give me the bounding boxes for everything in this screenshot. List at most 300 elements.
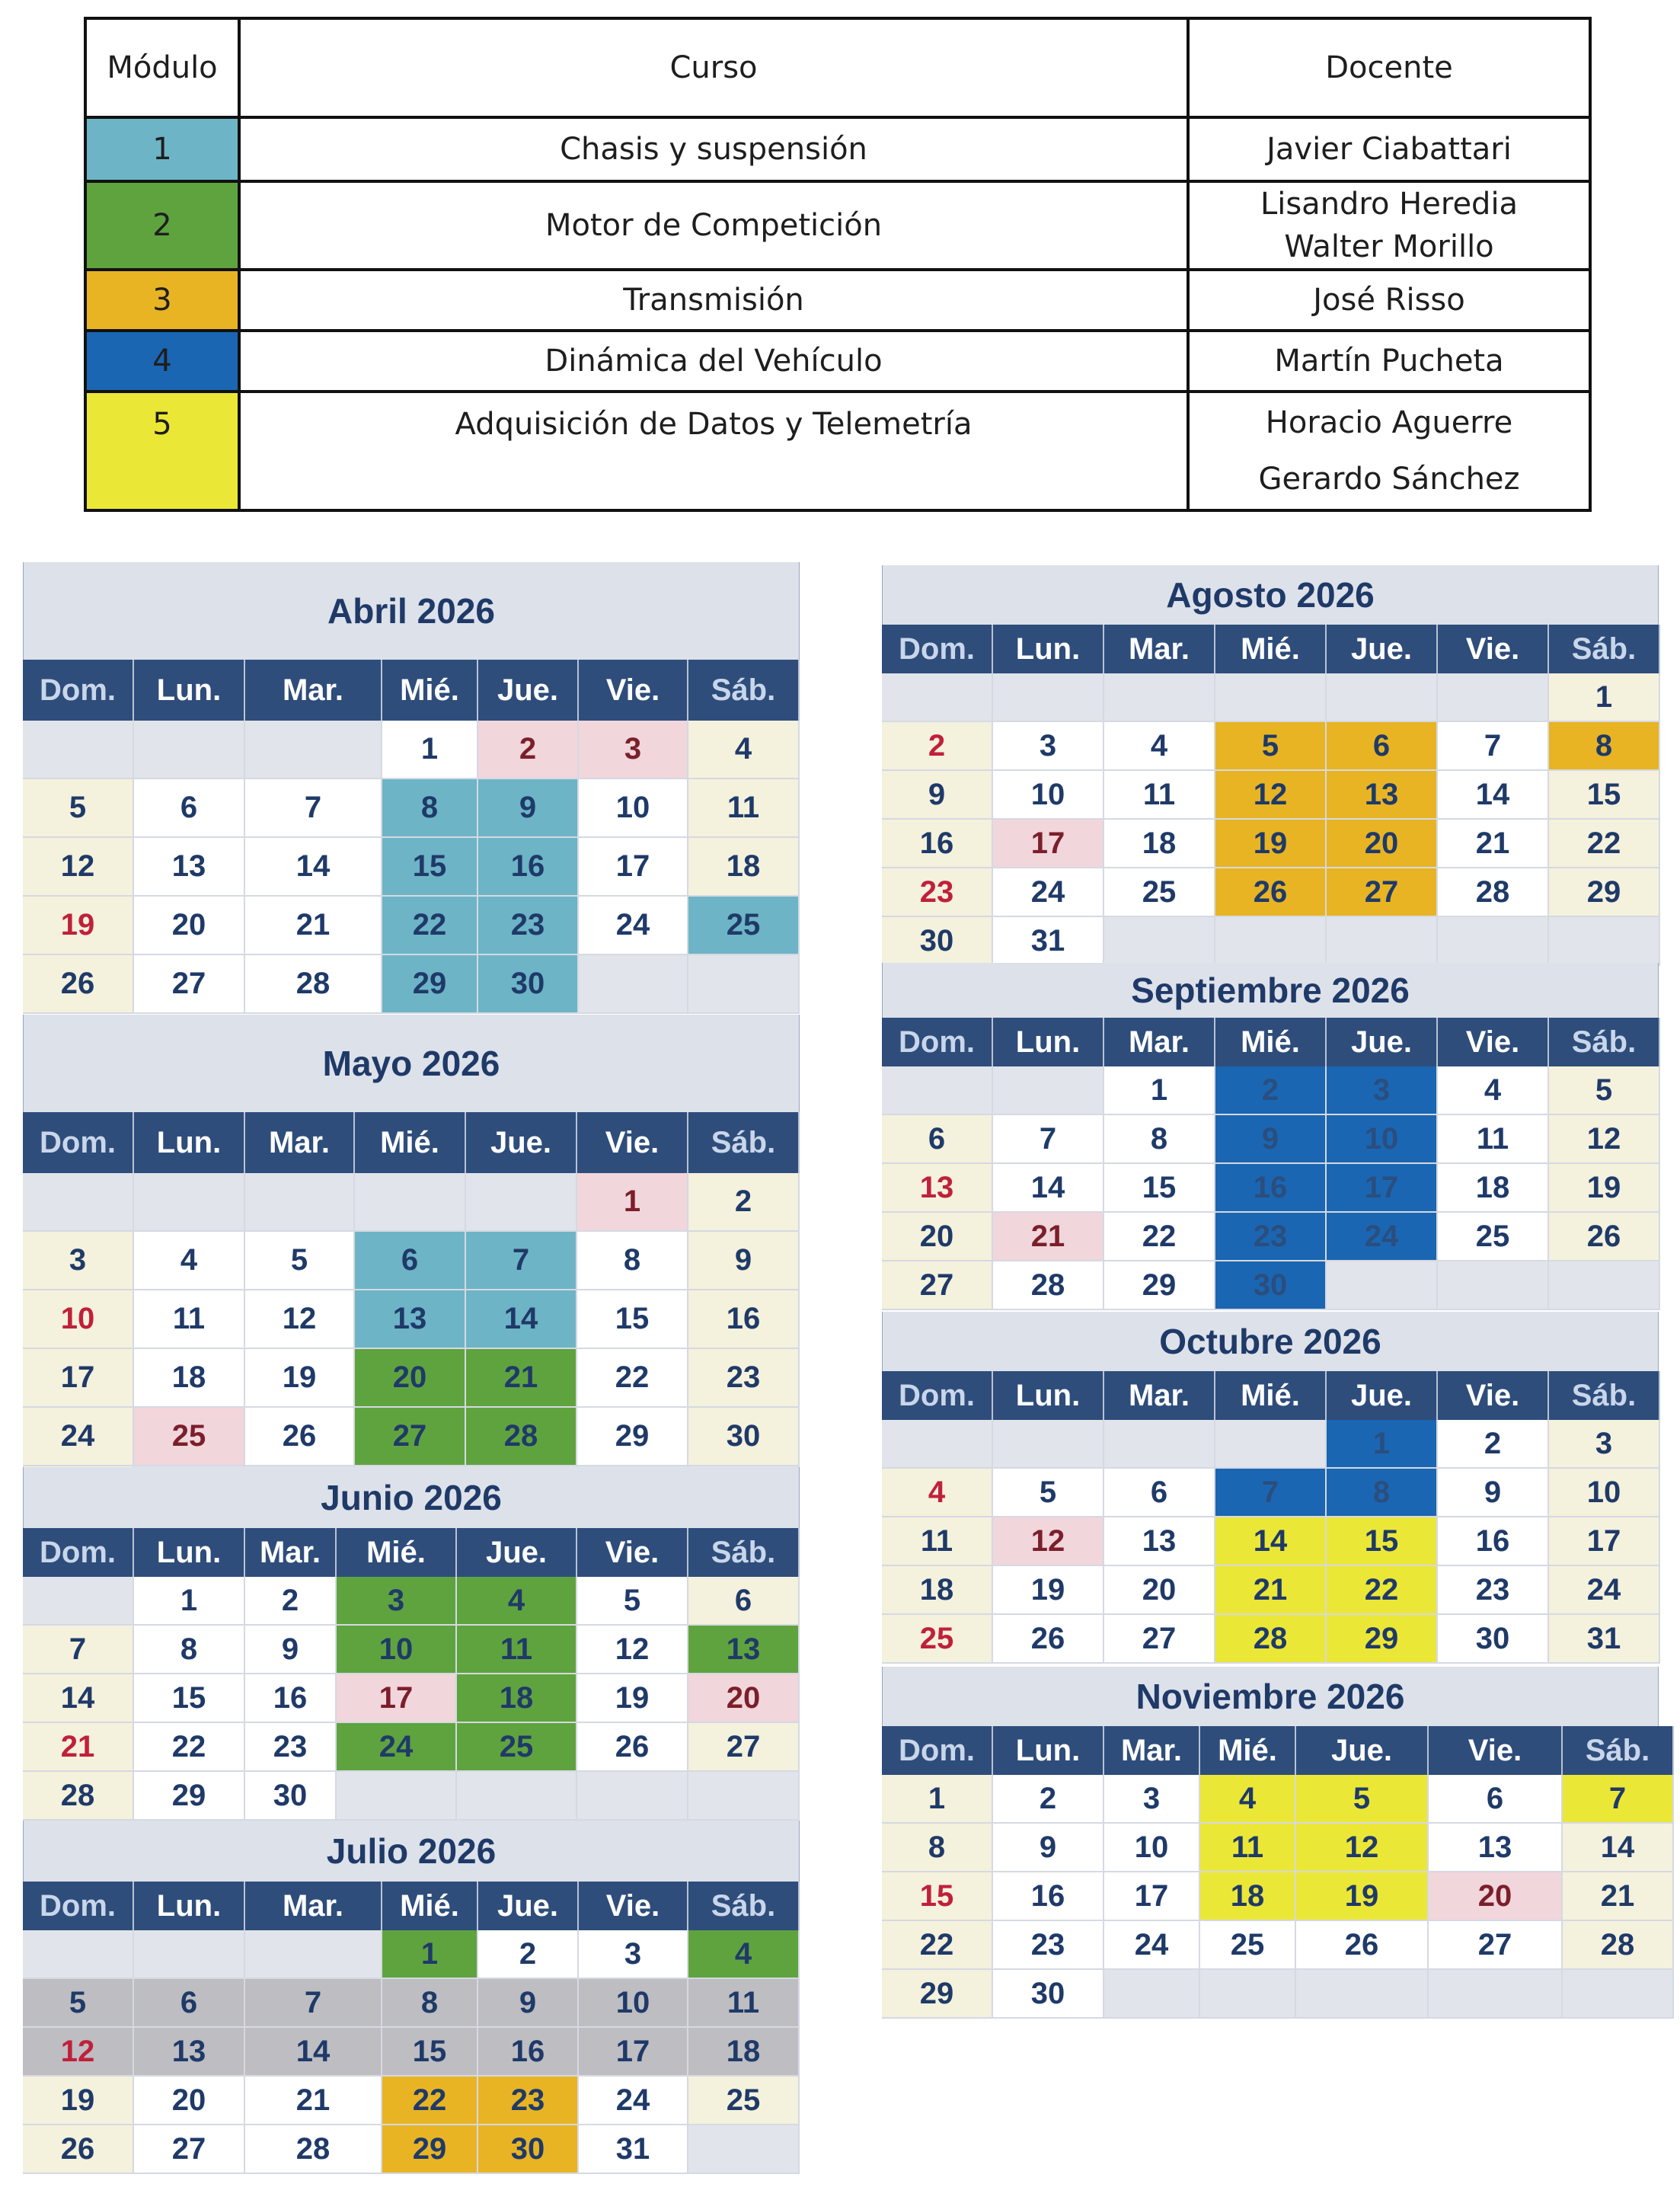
day-cell: 28 [23,1772,134,1821]
day-cell: 17 [1104,1872,1200,1921]
day-cell: 11 [688,779,800,838]
day-cell: 8 [577,1232,688,1290]
calendar-octubre [882,1312,1659,1664]
empty-day-cell [245,1173,355,1232]
day-cell: 23 [993,1921,1104,1970]
day-cell: 26 [1215,868,1327,917]
module-course: Transmisión [239,270,1188,331]
weekday-header: Vie. [1429,1726,1563,1775]
day-cell: 22 [134,1723,245,1772]
weekday-header: Jue. [478,660,579,721]
day-cell: 23 [245,1723,337,1772]
day-cell: 3 [337,1577,457,1626]
day-cell: 22 [1549,820,1660,868]
day-cell: 4 [1438,1066,1549,1115]
day-cell: 5 [1296,1775,1429,1824]
month-title: Agosto 2026 [882,565,1659,625]
empty-day-cell [579,955,688,1014]
day-cell: 18 [1104,820,1215,868]
module-number: 2 [85,181,239,270]
day-cell: 1 [577,1173,688,1232]
day-cell: 28 [1438,868,1549,917]
weekday-header: Mié. [1200,1726,1296,1775]
month-title: Abril 2026 [23,562,800,660]
module-teacher: Walter Morillo [1284,229,1494,264]
day-cell: 7 [1563,1775,1674,1824]
day-cell: 22 [382,2077,478,2125]
module-course: Adquisición de Datos y Telemetría [239,392,1188,510]
day-cell: 23 [882,868,993,917]
day-cell: 30 [993,1970,1104,2019]
day-cell: 13 [882,1164,993,1213]
day-cell: 28 [466,1408,577,1466]
day-cell: 22 [882,1921,993,1970]
day-cell: 1 [882,1775,993,1824]
day-cell: 12 [1296,1824,1429,1872]
day-cell: 29 [1327,1615,1438,1664]
day-cell: 17 [1549,1517,1660,1566]
day-cell: 3 [579,721,688,779]
day-cell: 3 [1549,1420,1660,1469]
day-cell: 4 [457,1577,577,1626]
day-cell: 15 [577,1290,688,1349]
weekday-header: Mar. [1104,1018,1215,1066]
day-cell: 11 [1200,1824,1296,1872]
day-cell: 25 [688,2077,800,2125]
weekday-header: Mar. [1104,1371,1215,1420]
empty-day-cell [23,721,134,779]
day-cell: 6 [882,1115,993,1164]
day-cell: 21 [993,1213,1104,1261]
day-cell: 5 [23,779,134,838]
module-row-5 [85,392,1590,510]
empty-day-cell [245,1930,382,1979]
modules-table [84,17,1592,512]
day-cell: 19 [1549,1164,1660,1213]
weekday-header: Mié. [1215,1018,1327,1066]
day-cell: 18 [457,1674,577,1723]
day-cell: 11 [1104,771,1215,820]
weekday-header: Vie. [1438,1018,1549,1066]
day-cell: 2 [478,721,579,779]
day-cell: 12 [1549,1115,1660,1164]
weekday-header: Lun. [993,1726,1104,1775]
weekday-header: Lun. [134,660,245,721]
empty-day-cell [1104,917,1215,966]
day-cell: 29 [577,1408,688,1466]
day-cell: 25 [1104,868,1215,917]
month-grid [23,660,800,1014]
day-cell: 18 [1438,1164,1549,1213]
day-cell: 23 [688,1349,800,1408]
day-cell: 28 [1215,1615,1327,1664]
day-cell: 20 [1104,1566,1215,1615]
month-title: Noviembre 2026 [882,1667,1659,1726]
day-cell: 2 [245,1577,337,1626]
day-cell: 7 [1438,722,1549,771]
day-cell: 10 [579,779,688,838]
day-cell: 15 [134,1674,245,1723]
day-cell: 22 [577,1349,688,1408]
empty-day-cell [1104,1970,1200,2019]
day-cell: 17 [337,1674,457,1723]
weekday-header: Lun. [993,625,1104,673]
module-teacher: José Risso [1188,270,1590,331]
day-cell: 22 [382,897,478,955]
day-cell: 6 [1429,1775,1563,1824]
day-cell: 19 [1215,820,1327,868]
module-teacher: Lisandro Heredia [1260,187,1519,222]
day-cell: 4 [1200,1775,1296,1824]
weekday-header: Sáb. [1549,1018,1660,1066]
module-teacher: Horacio Aguerre [1265,405,1513,440]
empty-day-cell [1549,1261,1660,1310]
day-cell: 12 [23,838,134,897]
day-cell: 20 [134,2077,245,2125]
weekday-header: Lun. [993,1371,1104,1420]
module-row-3 [85,270,1590,331]
day-cell: 27 [134,955,245,1014]
empty-day-cell [1104,1420,1215,1469]
day-cell: 29 [1104,1261,1215,1310]
weekday-header: Mié. [382,660,478,721]
weekday-header: Lun. [134,1528,245,1577]
empty-day-cell [1215,1420,1327,1469]
weekday-header: Lun. [993,1018,1104,1066]
weekday-header: Dom. [882,1726,993,1775]
day-cell: 30 [478,955,579,1014]
day-cell: 27 [1429,1921,1563,1970]
month-grid [23,1882,800,2174]
day-cell: 10 [1549,1469,1660,1517]
month-title: Octubre 2026 [882,1312,1659,1371]
day-cell: 21 [466,1349,577,1408]
day-cell: 16 [1215,1164,1327,1213]
weekday-header: Mié. [382,1882,478,1930]
day-cell: 12 [993,1517,1104,1566]
day-cell: 1 [382,1930,478,1979]
day-cell: 5 [245,1232,355,1290]
day-cell: 5 [1549,1066,1660,1115]
day-cell: 18 [688,2028,800,2077]
day-cell: 26 [1296,1921,1429,1970]
weekday-header: Sáb. [688,1528,800,1577]
day-cell: 18 [134,1349,245,1408]
day-cell: 23 [1215,1213,1327,1261]
weekday-header: Sáb. [1549,1371,1660,1420]
day-cell: 8 [1549,722,1660,771]
weekday-header: Jue. [466,1112,577,1173]
day-cell: 11 [688,1979,800,2028]
day-cell: 9 [245,1626,337,1674]
empty-day-cell [993,1066,1104,1115]
empty-day-cell [245,721,382,779]
day-cell: 1 [1104,1066,1215,1115]
weekday-header: Sáb. [688,1882,800,1930]
weekday-header: Lun. [134,1112,245,1173]
day-cell: 18 [688,838,800,897]
module-course: Dinámica del Vehículo [239,331,1188,392]
day-cell: 10 [23,1290,134,1349]
empty-day-cell [1200,1970,1296,2019]
calendar-septiembre [882,963,1659,1310]
day-cell: 27 [134,2125,245,2174]
day-cell: 9 [993,1824,1104,1872]
weekday-header: Mar. [245,660,382,721]
weekday-header: Jue. [1327,625,1438,673]
day-cell: 6 [134,1979,245,2028]
day-cell: 17 [1327,1164,1438,1213]
day-cell: 2 [993,1775,1104,1824]
day-cell: 30 [1215,1261,1327,1310]
day-cell: 8 [134,1626,245,1674]
day-cell: 25 [882,1615,993,1664]
day-cell: 19 [1296,1872,1429,1921]
day-cell: 15 [1549,771,1660,820]
day-cell: 6 [1327,722,1438,771]
month-grid [882,1371,1659,1664]
day-cell: 7 [245,779,382,838]
day-cell: 19 [993,1566,1104,1615]
day-cell: 4 [688,721,800,779]
day-cell: 26 [577,1723,688,1772]
day-cell: 3 [1104,1775,1200,1824]
day-cell: 21 [23,1723,134,1772]
day-cell: 14 [245,2028,382,2077]
weekday-header: Jue. [1327,1371,1438,1420]
day-cell: 26 [1549,1213,1660,1261]
empty-day-cell [134,1930,245,1979]
day-cell: 9 [478,779,579,838]
empty-day-cell [337,1772,457,1821]
day-cell: 26 [993,1615,1104,1664]
day-cell: 11 [134,1290,245,1349]
day-cell: 24 [993,868,1104,917]
weekday-header: Vie. [1438,625,1549,673]
day-cell: 27 [1327,868,1438,917]
day-cell: 27 [1104,1615,1215,1664]
day-cell: 10 [1327,1115,1438,1164]
day-cell: 30 [688,1408,800,1466]
day-cell: 14 [466,1290,577,1349]
month-grid [23,1528,800,1821]
day-cell: 28 [1563,1921,1674,1970]
day-cell: 6 [134,779,245,838]
day-cell: 20 [1327,820,1438,868]
weekday-header: Dom. [23,1882,134,1930]
empty-day-cell [1549,917,1660,966]
day-cell: 14 [1215,1517,1327,1566]
empty-day-cell [1215,673,1327,722]
day-cell: 21 [245,2077,382,2125]
day-cell: 28 [245,2125,382,2174]
day-cell: 15 [882,1872,993,1921]
day-cell: 14 [245,838,382,897]
day-cell: 15 [382,838,478,897]
empty-day-cell [1327,1261,1438,1310]
day-cell: 26 [245,1408,355,1466]
empty-day-cell [23,1930,134,1979]
day-cell: 8 [882,1824,993,1872]
day-cell: 16 [688,1290,800,1349]
day-cell: 2 [478,1930,579,1979]
day-cell: 3 [993,722,1104,771]
day-cell: 13 [688,1626,800,1674]
day-cell: 5 [23,1979,134,2028]
day-cell: 27 [688,1723,800,1772]
day-cell: 31 [993,917,1104,966]
empty-day-cell [1327,917,1438,966]
empty-day-cell [134,1173,245,1232]
day-cell: 2 [688,1173,800,1232]
day-cell: 31 [1549,1615,1660,1664]
empty-day-cell [688,955,800,1014]
weekday-header: Vie. [579,660,688,721]
day-cell: 4 [882,1469,993,1517]
day-cell: 20 [134,897,245,955]
day-cell: 1 [1549,673,1660,722]
empty-day-cell [23,1577,134,1626]
day-cell: 25 [1200,1921,1296,1970]
empty-day-cell [457,1772,577,1821]
module-teacher: Martín Pucheta [1188,331,1590,392]
day-cell: 3 [1327,1066,1438,1115]
day-cell: 16 [478,2028,579,2077]
empty-day-cell [882,1420,993,1469]
day-cell: 12 [1215,771,1327,820]
day-cell: 5 [577,1577,688,1626]
weekday-header: Vie. [579,1882,688,1930]
day-cell: 17 [23,1349,134,1408]
header-teacher: Docente [1188,18,1590,117]
day-cell: 29 [882,1970,993,2019]
day-cell: 8 [382,779,478,838]
day-cell: 15 [382,2028,478,2077]
day-cell: 7 [245,1979,382,2028]
day-cell: 17 [579,838,688,897]
empty-day-cell [1563,1970,1674,2019]
day-cell: 17 [579,2028,688,2077]
day-cell: 5 [1215,722,1327,771]
calendar-julio [23,1821,800,2174]
day-cell: 14 [1563,1824,1674,1872]
weekday-header: Mar. [245,1112,355,1173]
day-cell: 16 [478,838,579,897]
empty-day-cell [23,1173,134,1232]
day-cell: 10 [993,771,1104,820]
weekday-header: Sáb. [1563,1726,1674,1775]
empty-day-cell [882,673,993,722]
weekday-header: Mié. [337,1528,457,1577]
day-cell: 14 [993,1164,1104,1213]
day-cell: 27 [882,1261,993,1310]
day-cell: 12 [577,1626,688,1674]
weekday-header: Vie. [577,1112,688,1173]
day-cell: 18 [1200,1872,1296,1921]
day-cell: 5 [993,1469,1104,1517]
day-cell: 14 [23,1674,134,1723]
day-cell: 13 [355,1290,466,1349]
day-cell: 19 [23,2077,134,2125]
day-cell: 23 [478,2077,579,2125]
day-cell: 6 [1104,1469,1215,1517]
day-cell: 29 [134,1772,245,1821]
day-cell: 10 [1104,1824,1200,1872]
day-cell: 25 [457,1723,577,1772]
module-row-2 [85,181,1590,270]
day-cell: 3 [23,1232,134,1290]
weekday-header: Vie. [577,1528,688,1577]
day-cell: 30 [478,2125,579,2174]
day-cell: 2 [882,722,993,771]
day-cell: 24 [23,1408,134,1466]
day-cell: 6 [688,1577,800,1626]
empty-day-cell [688,1772,800,1821]
module-number: 5 [85,392,239,510]
calendar-agosto [882,565,1659,966]
day-cell: 21 [1438,820,1549,868]
month-title: Julio 2026 [23,1821,800,1882]
day-cell: 20 [688,1674,800,1723]
weekday-header: Dom. [882,1371,993,1420]
day-cell: 1 [382,721,478,779]
day-cell: 13 [134,2028,245,2077]
calendar-abril [23,562,800,1014]
day-cell: 20 [882,1213,993,1261]
day-cell: 17 [993,820,1104,868]
day-cell: 19 [245,1349,355,1408]
day-cell: 16 [245,1674,337,1723]
module-number: 1 [85,117,239,181]
empty-day-cell [993,1420,1104,1469]
day-cell: 1 [134,1577,245,1626]
weekday-header: Dom. [23,1528,134,1577]
day-cell: 7 [1215,1469,1327,1517]
day-cell: 9 [882,771,993,820]
day-cell: 6 [355,1232,466,1290]
day-cell: 11 [882,1517,993,1566]
weekday-header: Mié. [1215,625,1327,673]
day-cell: 26 [23,955,134,1014]
weekday-header: Dom. [23,1112,134,1173]
day-cell: 27 [355,1408,466,1466]
module-row-1 [85,117,1590,181]
module-teacher: Gerardo Sánchez [1258,462,1520,497]
day-cell: 21 [1215,1566,1327,1615]
day-cell: 7 [466,1232,577,1290]
empty-day-cell [688,2125,800,2174]
weekday-header: Jue. [1327,1018,1438,1066]
day-cell: 15 [1104,1164,1215,1213]
day-cell: 26 [23,2125,134,2174]
day-cell: 9 [1438,1469,1549,1517]
day-cell: 4 [1104,722,1215,771]
month-title: Septiembre 2026 [882,963,1659,1018]
day-cell: 30 [882,917,993,966]
month-title: Mayo 2026 [23,1015,800,1112]
day-cell: 21 [1563,1872,1674,1921]
empty-day-cell [1438,673,1549,722]
calendar-noviembre [882,1667,1659,2019]
empty-day-cell [1327,673,1438,722]
module-teachers [1188,392,1590,510]
empty-day-cell [355,1173,466,1232]
weekday-header: Dom. [882,1018,993,1066]
day-cell: 19 [577,1674,688,1723]
day-cell: 16 [993,1872,1104,1921]
module-number: 3 [85,270,239,331]
day-cell: 7 [23,1626,134,1674]
